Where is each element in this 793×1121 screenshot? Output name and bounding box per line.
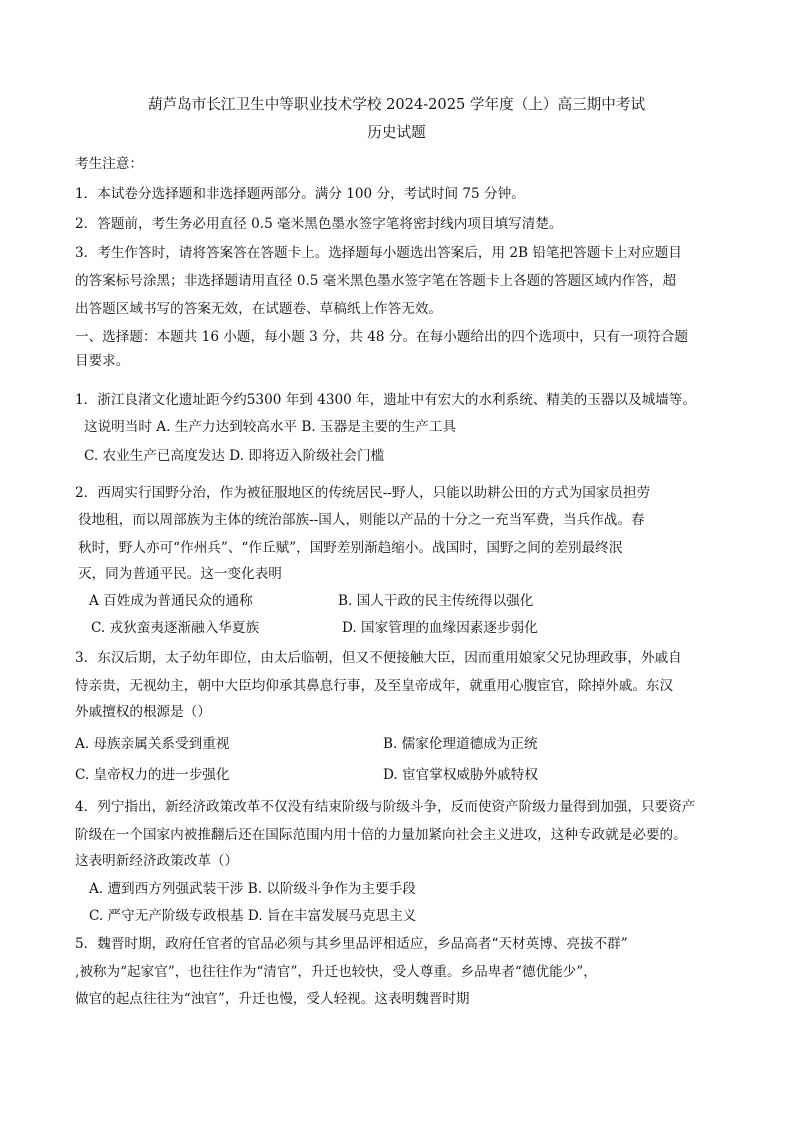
option-b: B. 儒家伦理道德成为正统: [383, 736, 538, 752]
option-a: A. 母族亲属关系受到重视: [75, 736, 230, 752]
question-options: A. 遭到西方列强武装干涉 B. 以阶级斗争作为主要手段: [89, 881, 416, 897]
option-c: C. 皇帝权力的进一步强化: [75, 767, 230, 783]
question-text: 4．列宁指出，新经济政策改革不仅没有结束阶级与阶级斗争，反而使资产阶级力量得到加强，只要资产: [75, 799, 696, 815]
notice-item: 出答题区域书写的答案无效，在试题卷、草稿纸上作答无效。: [75, 301, 443, 317]
notice-item: 2．答题前，考生务必用直径 0.5 毫米黑色墨水签字笔将密封线内项目填写清楚。: [75, 216, 563, 232]
question-text: 做官的起点往往为“浊官”，升迁也慢，受人轻视。这表明魏晋时期: [75, 991, 470, 1007]
exam-title: 葫芦岛市长江卫生中等职业技术学校 2024-2025 学年度（上）高三期中考试: [147, 96, 646, 113]
question-text: 阶级在一个国家内被推翻后还在国际范围内用十倍的力量加紧向社会主义进攻，这种专政就是必要的。: [75, 827, 687, 843]
option-d: D. 宦官掌权威胁外戚特权: [383, 767, 538, 783]
notice-item: 1．本试卷分选择题和非选择题两部分。满分 100 分，考试时间 75 分钟。: [75, 186, 525, 202]
question-text: 恃亲贵，无视幼主，朝中大臣均仰承其鼻息行事，及至皇帝成年，就重用心腹宦官，除掉外戚。东汉: [75, 678, 674, 694]
notice-item: 3．考生作答时，请将答案答在答题卡上。选择题每小题选出答案后，用 2B 铅笔把答题卡上对应题目: [75, 245, 682, 261]
option-d: D. 国家管理的血缘因素逐步弱化: [342, 620, 538, 636]
question-text: ,被称为“起家官”，也往往作为“清官”，升迁也较快，受人尊重。乡品卑者“德优能少”，: [75, 964, 597, 980]
option-b: B. 国人干政的民主传统得以强化: [338, 593, 534, 609]
section-heading: 一、选择题：本题共 16 小题，每小题 3 分，共 48 分。在每小题给出的四个选项中，只有一项符合题: [75, 329, 688, 345]
question-text: 秋时，野人亦可“作州兵”、“作丘赋”，国野差别渐趋缩小。战国时，国野之间的差别最终泯: [78, 540, 623, 556]
section-heading: 目要求。: [75, 353, 130, 369]
question-text: C. 农业生产已高度发达 D. 即将迈入阶级社会门槛: [84, 448, 385, 464]
notice-item: 的答案标号涂黑；非选择题请用直径 0.5 毫米黑色墨水签字笔在答题卡上各题的答题区域内作答，超: [75, 273, 677, 289]
exam-subtitle: 历史试题: [367, 124, 426, 141]
question-text: 这表明新经济政策改革（）: [75, 853, 239, 869]
question-text: 这说明当时 A. 生产力达到较高水平 B. 玉器是主要的生产工具: [84, 419, 456, 435]
notice-heading: 考生注意：: [75, 156, 143, 172]
question-text: 役地租，而以周部族为主体的统治部族--国人，则能以产品的十分之一充当军费，当兵作战。春: [78, 512, 645, 528]
question-text: 外戚擅权的根源是（）: [75, 704, 211, 720]
question-text: 2．西周实行国野分治，作为被征服地区的传统居民--野人，只能以助耕公田的方式为国家员担劳: [75, 485, 651, 501]
question-options: C. 严守无产阶级专政根基 D. 旨在丰富发展马克思主义: [89, 908, 417, 924]
question-text: 1．浙江良渚文化遗址距今约5300 年到 4300 年，遗址中有宏大的水利系统、精美的玉器以及城墙等。: [75, 392, 696, 408]
option-a: A 百姓成为普通民众的通称: [89, 593, 253, 609]
question-text: 灭，同为普通平民。这一变化表明: [78, 566, 282, 582]
question-text: 5．魏晋时期，政府任官者的官品必须与其乡里品评相适应，乡品高者“天材英博、亮拔不群”: [75, 936, 628, 952]
option-c: C. 戎狄蛮夷逐渐融入华夏族: [91, 620, 260, 636]
question-text: 3．东汉后期，太子幼年即位，由太后临朝，但又不便接触大臣，因而重用娘家父兄协理政事，外戚自: [75, 650, 682, 666]
